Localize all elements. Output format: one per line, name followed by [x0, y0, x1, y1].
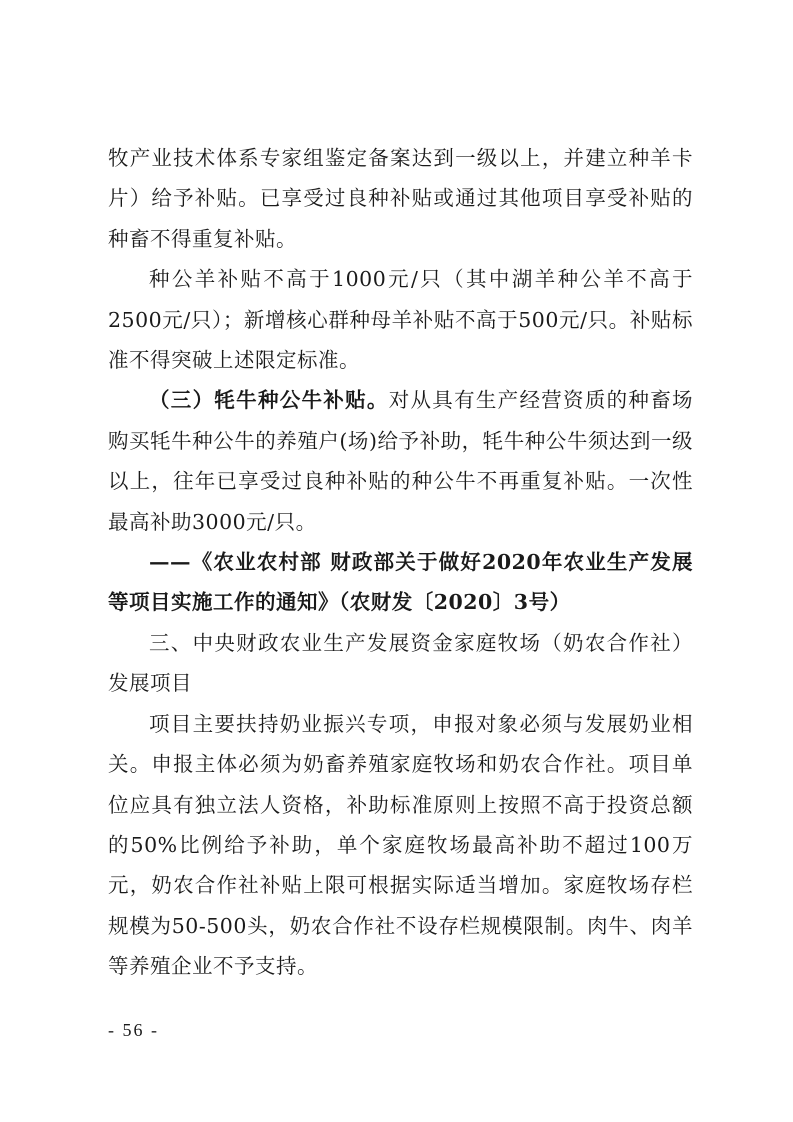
- page-number: - 56 -: [108, 1020, 159, 1040]
- paragraph-breeding-sheep-continued: 牧产业技术体系专家组鉴定备案达到一级以上，并建立种羊卡片）给予补贴。已享受过良种补贴或通过其他项目享受补贴的种畜不得重复补贴。: [108, 146, 693, 251]
- source-citation: ——《农业农村部 财政部关于做好2020年农业生产发展等项目实施工作的通知》（农财发〔2020〕3号）: [108, 550, 693, 615]
- section-heading: 三、中央财政农业生产发展资金家庭牧场（奶农合作社）发展项目: [108, 630, 693, 696]
- paragraph-yak-bull-subsidy: [108, 380, 693, 542]
- paragraph-dairy-project: 项目主要扶持奶业振兴专项，申报对象必须与发展奶业相关。申报主体必须为奶畜养殖家庭牧场和奶农合作社。项目单位应具有独立法人资格，补助标准原则上按照不高于投资总额的50%比例给予补助，单个家庭牧场最高补助不超过100万元，奶农合作社补贴上限可根据实际适当增加。家庭牧场存栏规模为50-500头，奶农合作社不设存栏规模限制。肉牛、肉羊等养殖企业不予支持。: [108, 711, 693, 979]
- subsection-body: 对从具有生产经营资质的种畜场购买牦牛种公牛的养殖户(场)给予补助，牦牛种公牛须达到一级以上，往年已享受过良种补贴的种公牛不再重复补贴。一次性最高补助3000元/只。: [108, 388, 694, 534]
- paragraph-ram-subsidy: 种公羊补贴不高于1000元/只（其中湖羊种公羊不高于2500元/只）；新增核心群种母羊补贴不高于500元/只。补贴标准不得突破上述限定标准。: [108, 267, 693, 373]
- subsection-heading: （三）牦牛种公牛补贴。: [149, 388, 389, 413]
- document-body: [108, 138, 693, 987]
